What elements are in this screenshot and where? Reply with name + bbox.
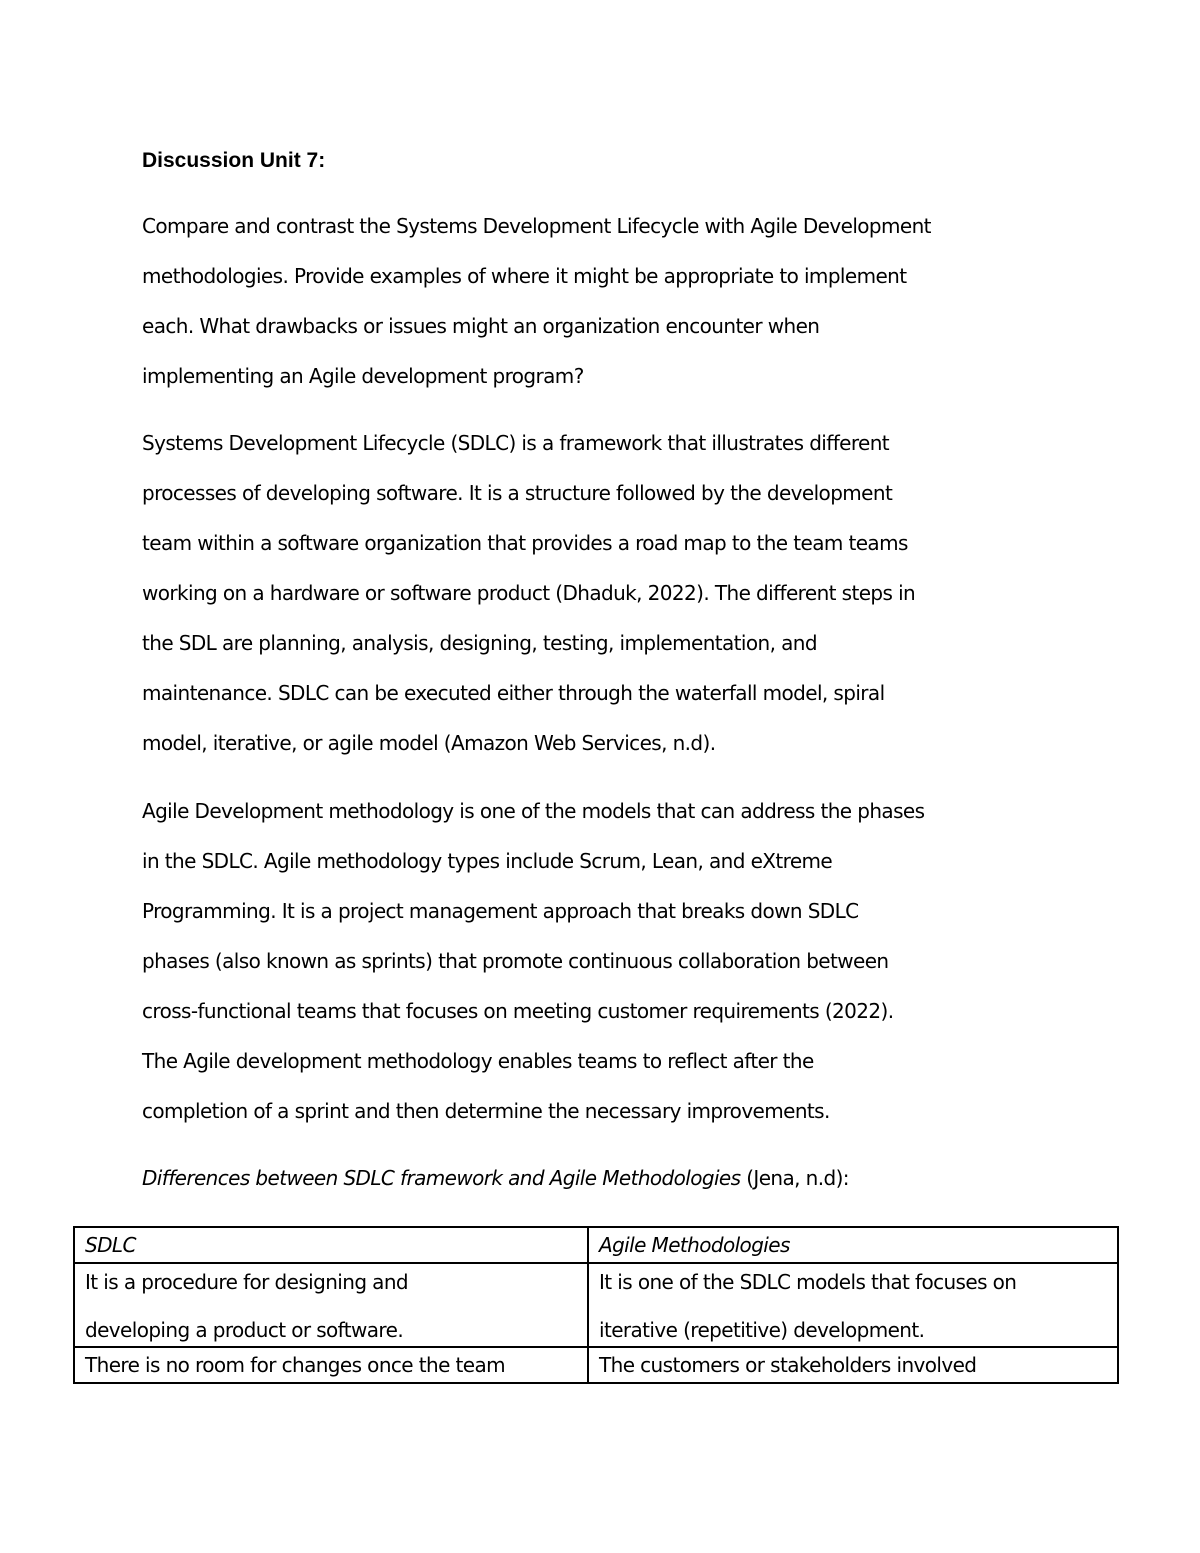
cell-line: developing a product or software. xyxy=(85,1318,404,1342)
paragraph-line: in the SDLC. Agile methodology types include Scrum, Lean, and eXtreme xyxy=(142,849,833,873)
paragraph-line: Programming. It is a project management approach that breaks down SDLC xyxy=(142,899,859,923)
paragraph-line: completion of a sprint and then determine the necessary improvements. xyxy=(142,1099,830,1123)
paragraph-line: working on a hardware or software product (Dhaduk, 2022). The different steps in xyxy=(142,581,916,605)
cell-agile xyxy=(588,1263,1118,1347)
paragraph-line: model, iterative, or agile model (Amazon Web Services, n.d). xyxy=(142,731,716,755)
comparison-table xyxy=(73,1226,1119,1384)
header-sdlc: SDLC xyxy=(74,1227,588,1263)
paragraph-line: maintenance. SDLC can be executed either through the waterfall model, spiral xyxy=(142,681,885,705)
paragraph-line: Compare and contrast the Systems Development Lifecycle with Agile Development xyxy=(142,214,931,238)
prompt-paragraph xyxy=(142,201,931,401)
paragraph-line: implementing an Agile development program? xyxy=(142,364,584,388)
table-caption xyxy=(142,1153,849,1203)
cell-line: There is no room for changes once the team xyxy=(85,1353,506,1377)
header-agile: Agile Methodologies xyxy=(588,1227,1118,1263)
paragraph-line: the SDL are planning, analysis, designing, testing, implementation, and xyxy=(142,631,817,655)
paragraph-line: cross-functional teams that focuses on meeting customer requirements (2022). xyxy=(142,999,894,1023)
cell-line: The customers or stakeholders involved xyxy=(599,1353,977,1377)
paragraph-line: each. What drawbacks or issues might an organization encounter when xyxy=(142,314,820,338)
sdlc-paragraph xyxy=(142,418,915,768)
paragraph-line: The Agile development methodology enables teams to reflect after the xyxy=(142,1049,814,1073)
page-heading: Discussion Unit 7: xyxy=(142,149,326,172)
caption-italic: Differences between SDLC framework and Agile Methodologies xyxy=(142,1166,741,1190)
cell-agile xyxy=(588,1347,1118,1383)
cell-sdlc xyxy=(74,1263,588,1347)
cell-line: It is a procedure for designing and xyxy=(85,1270,408,1294)
table-row xyxy=(74,1263,1118,1347)
cell-sdlc xyxy=(74,1347,588,1383)
table-row xyxy=(74,1347,1118,1383)
paragraph-line: Systems Development Lifecycle (SDLC) is a framework that illustrates different xyxy=(142,431,890,455)
table-header-row xyxy=(74,1227,1118,1263)
paragraph-line: Agile Development methodology is one of the models that can address the phases xyxy=(142,799,925,823)
cell-line: It is one of the SDLC models that focuses on xyxy=(599,1270,1017,1294)
paragraph-line: team within a software organization that provides a road map to the team teams xyxy=(142,531,908,555)
caption-citation: (Jena, n.d): xyxy=(740,1166,849,1190)
agile-paragraph xyxy=(142,786,924,1136)
paragraph-line: phases (also known as sprints) that promote continuous collaboration between xyxy=(142,949,889,973)
cell-line: iterative (repetitive) development. xyxy=(599,1318,925,1342)
paragraph-line: methodologies. Provide examples of where it might be appropriate to implement xyxy=(142,264,907,288)
paragraph-line: processes of developing software. It is a structure followed by the development xyxy=(142,481,893,505)
